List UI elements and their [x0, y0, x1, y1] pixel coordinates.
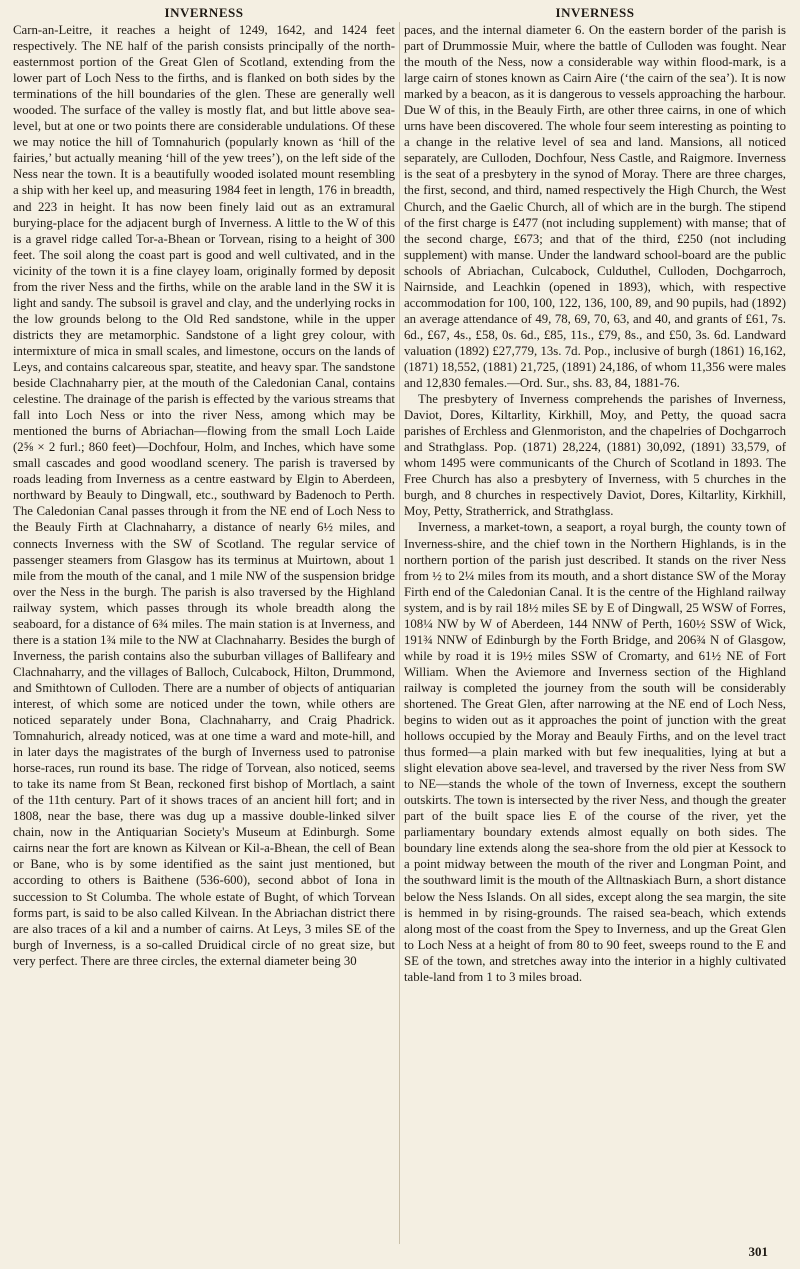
right-paragraph-1: paces, and the internal diameter 6. On the eastern border of the parish is part of Drummossie Muir, where the battle of Culloden was fought. Near the mouth of the Ness, now a considerable way within flood-mark, is a large cairn of stones known as Cairn Aire (‘the cairn of the sea’). It is now marked by a beacon, as it is dangerous to vessels approaching the harbour. Due W of this, in the Beauly Firth, are other three cairns, in one of which urns have been discovered. The whole four seem interesting as pointing to a change in the relative level of sea and land. Mansions, all noticed separately, are Culloden, Dochfour, Ness Castle, and Raigmore. Inverness is the seat of a presbytery in the synod of Moray. There are three charges, the first, second, and third, named respectively the High Church, the West Church, and the Gaelic Church, all of which are in the burgh. The stipend of the first charge is £477 (not including supplement) with manse; that of the second charge, £673; and that of the third, £250 (not including supplement) with manse. Under the landward school-board are the public schools of Abriachan, Culcabock, Culduthel, Culloden, Dochgarroch, Nairnside, and Leachkin (opened in 1893), which, with respective accommodation for 100, 100, 122, 136, 100, 89, and 90 pupils, had (1892) an average attendance of 49, 78, 69, 70, 63, and 40, and grants of £61, 7s. 6d., £67, 4s., £58, 0s. 6d., £85, 11s., £79, 8s., and £50, 3s. 6d. Landward valuation (1892) £27,779, 13s. 7d. Pop., inclusive of burgh (1861) 16,162, (1871) 18,552, (1881) 21,725, (1891) 24,186, of whom 11,356 were males and 12,830 females.—Ord. Sur., shs. 83, 84, 1881-76.	[404, 23, 786, 391]
right-column	[404, 4, 786, 985]
column-divider	[399, 22, 400, 1244]
left-column	[13, 4, 395, 969]
right-running-header: INVERNESS	[555, 5, 635, 20]
page-number: 301	[748, 1244, 768, 1259]
left-paragraph-1: Carn-an-Leitre, it reaches a height of 1249, 1642, and 1424 feet respectively. The NE half of the parish consists principally of the north-easternmost portion of the Great Glen of Scotland, extending from the lower part of Loch Ness to the firths, and is flanked on both sides by the terminations of the hill boundaries of the glen. These are generally well wooded. The surface of the valley is mostly flat, and but little above sea-level, but at one or two points there are considerable undulations. Of these we may notice the hill of Tomnahurich (popularly known as ‘hill of the fairies,’ but actually meaning ‘hill of the yew trees’), on the left side of the Ness near the town. It is a beautifully wooded isolated mount resembling a ship with her keel up, and measuring 1984 feet in length, 176 in breadth, and 223 in height. It has now been finely laid out as an extramural burying-place for the adjacent burgh of Inverness. A little to the W of this is a gravel ridge called Tor-a-Bhean or Torvean, rising to a height of 300 feet. The soil along the coast part is good and well cultivated, and in the vicinity of the town it is a fine clayey loam, originally formed by deposit from the river Ness and the firths, while on the arable land in the SW it is light and sandy. The subsoil is gravel and clay, and the underlying rocks in the low grounds belong to the Old Red sandstone, while in the upper districts they are metamorphic. Sandstone of a light grey colour, with intermixture of mica in small scales, and limestone, occurs on the lands of Leys, and contains calcareous spar, steatite, and heavy spar. The sandstone beside Clachnaharry pier, at the mouth of the Caledonian Canal, contains celestine. The drainage of the parish is effected by the various streams that fall into Loch Ness or into the river Ness, among which may be mentioned the burns of Abriachan—flowing from the small Loch Laide (2⅝ × 2 furl.; 860 feet)—Dochfour, Holm, and Inches, which have some small cascades and good woodland scenery. The parish is traversed by roads leading from Inverness as a centre eastward by Elgin to Aberdeen, northward by Beauly to Dingwall, etc., southward by Badenoch to Perth. The Caledonian Canal passes through it from the NE end of Loch Ness to the Beauly Firth at Clachnaharry, a distance of nearly 6½ miles, and connects Inverness with the SW of Scotland. The regular service of passenger steamers from Glasgow has its terminus at Muirtown, about 1 mile from the mouth of the canal, and 1 mile NW of the suspension bridge over the Ness in the burgh. The parish is also traversed by the Highland railway system, which passes through its whole breadth along the seaboard, for a distance of 6¾ miles. The main station is at Inverness, and there is a station 1¾ mile to the NW at Clachnaharry. Besides the burgh of Inverness, the parish contains also the suburban villages of Ballifeary and Clachnaharry, and the villages of Balloch, Culcabock, Hilton, Drummond, and Smithtown of Culloden. There are a number of objects of antiquarian interest, of which some are noticed under the town, while others are noticed separately under Bona, Clachnaharry, and Craig Phadrick. Tomnahurich, already noticed, was at one time a ward and mote-hill, and in later days the magistrates of the burgh of Inverness used to patronise horse-races, run round its base. The ridge of Torvean, also noticed, seems to take its name from St Bean, reckoned first bishop of Mortlach, a saint of the 11th century. Part of it shows traces of an ancient hill fort; and in 1808, near the base, there was dug up a massive double-linked silver chain, now in the Antiquarian Society's Museum at Edinburgh. Some cairns near the fort are known as Kilvean or Kil-a-Bhean, the cell of Bean or Bane, who is by some identified as the saint just mentioned, but according to others is Baithene (536-600), second abbot of Iona in succession to St Columba. The whole estate of Bught, of which Torvean forms part, is said to be also called Kilvean. In the Abriachan district there are also traces of a kil and a number of cairns. At Leys, 3 miles SE of the burgh of Inverness, is a so-called Druidical circle of no great size, but very perfect. There are three circles, the external diameter being 30	[13, 23, 395, 968]
right-paragraph-2: The presbytery of Inverness comprehends the parishes of Inverness, Daviot, Dores, Kiltarlity, Kirkhill, Moy, and Petty, the quoad sacra parishes of Erchless and Glenmoriston, and the chapelries of Dochgarroch and Strathglass. Pop. (1871) 28,224, (1881) 30,092, (1891) 33,579, of whom 1495 were communicants of the Church of Scotland in 1893. The Free Church has also a presbytery of Inverness, with 5 churches in the burgh, and 8 churches in respectively Daviot, Dores, Kiltarlity, Kirkhill, Moy, Petty, Stratherrick, and Strathglass.	[404, 392, 786, 519]
right-paragraph-3: Inverness, a market-town, a seaport, a royal burgh, the county town of Inverness-shire, and the chief town in the Northern Highlands, is in the northern portion of the parish just described. It stands on the river Ness from ½ to 2¼ miles from its mouth, and a short distance SW of the Moray Firth end of the Caledonian Canal. It is the centre of the Highland railway system, and is by rail 18½ miles SE by E of Dingwall, 25 WSW of Forres, 108¼ NW by W of Aberdeen, 144 NNW of Perth, 160½ SSW of Wick, 191¾ NNW of Edinburgh by the Forth Bridge, and 206¾ N of Glasgow, while by road it is 19½ miles SSW of Cromarty, and 61½ NE of Fort William. When the Aviemore and Inverness section of the Highland railway is completed the journey from the south will be considerably shortened. The Great Glen, after narrowing at the NE end of Loch Ness, begins to widen out as it approaches the point of junction with the great hollows occupied by the Moray and Beauly Firths, and on the level tract thus formed—a plain marked with but few inequalities, lying at but a slight elevation above sea-level, and traversed by the river Ness from SW to NE—stands the whole of the town of Inverness, except the southern outskirts. The town is intersected by the river Ness, and though the greater part of the built space lies E of the course of the river, yet the parliamentary boundary extends almost equally on both sides. The boundary line extends along the sea-shore from the old pier at Kessock to a point midway between the mouth of the river and Longman Point, and the southward limit is the mouth of the Alltnaskiach Burn, a short distance below the Ness Islands. On all sides, except along the sea margin, the site is hemmed in by rising-grounds. The raised sea-beach, which extends along most of the coast from the Spey to Inverness, and up the Great Glen to Loch Ness at a height of from 80 to 90 feet, sweeps round to the E and SE of the town, and stretches away into the interior in a highly cultivated table-land from 1 to 3 miles broad.	[404, 520, 786, 984]
left-running-header: INVERNESS	[164, 5, 244, 20]
